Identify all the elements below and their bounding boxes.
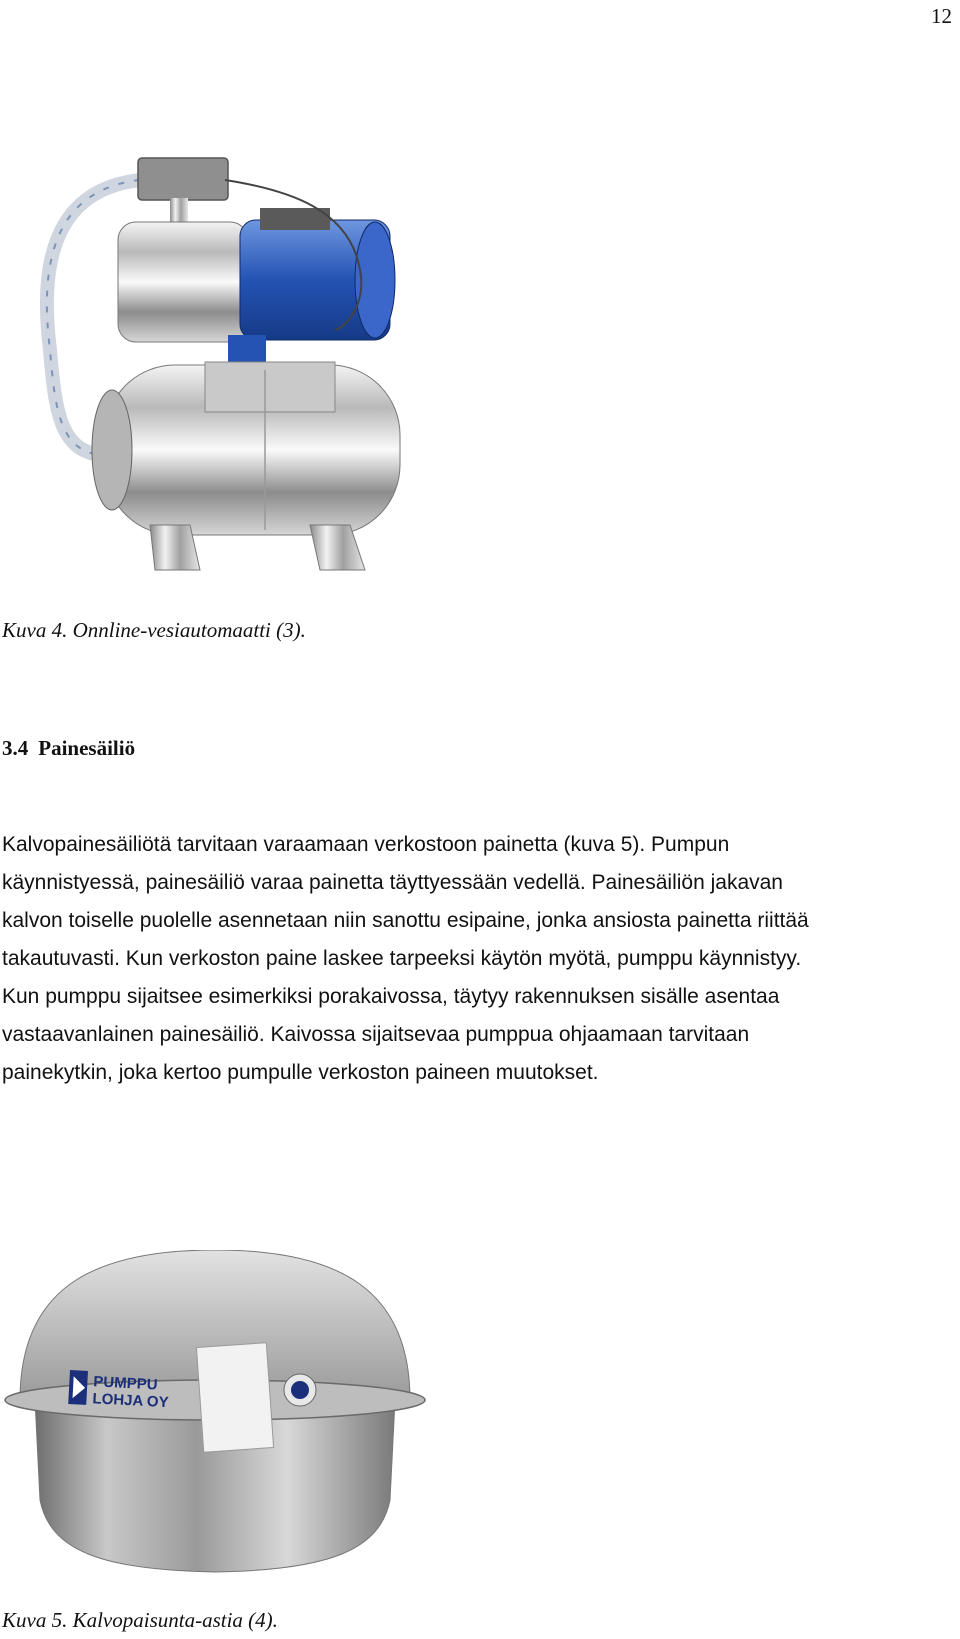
- section-number: 3.4: [2, 736, 29, 760]
- logo-line-2: LOHJA OY: [92, 1390, 169, 1412]
- section-heading: [2, 736, 135, 761]
- body-line: painekytkin, joka kertoo pumpulle verkoston paineen muutokset.: [2, 1061, 599, 1084]
- body-line: takautuvasti. Kun verkoston paine laskee tarpeeksi käytön myötä, pumppu käynnistyy.: [2, 947, 802, 970]
- page-number: 12: [931, 4, 952, 28]
- figure-4-caption: Kuva 4. Onnline-vesiautomaatti (3).: [2, 618, 306, 642]
- section-title: Painesäiliö: [38, 736, 136, 760]
- body-line: vastaavanlainen painesäiliö. Kaivossa sijaitsevaa pumppua ohjaamaan tarvitaan: [2, 1023, 750, 1046]
- body-line: Kun pumppu sijaitsee esimerkiksi porakaivossa, täytyy rakennuksen sisälle asentaa: [2, 985, 780, 1008]
- body-line: Kalvopainesäiliötä tarvitaan varaamaan verkostoon painetta (kuva 5). Pumpun: [2, 833, 730, 856]
- logo-line-1: PUMPPU: [92, 1373, 158, 1394]
- body-line: kalvon toiselle puolelle asennetaan niin sanottu esipaine, jonka ansiosta painetta riittää: [2, 909, 809, 932]
- expansion-tank-image: [0, 1250, 430, 1585]
- figure-5-caption: Kuva 5. Kalvopaisunta-astia (4).: [2, 1608, 278, 1632]
- section-body: [2, 826, 952, 1092]
- pump-automat-image: [30, 150, 430, 600]
- body-line: käynnistyessä, painesäiliö varaa painetta täyttyessään vedellä. Painesäiliön jakavan: [2, 871, 783, 894]
